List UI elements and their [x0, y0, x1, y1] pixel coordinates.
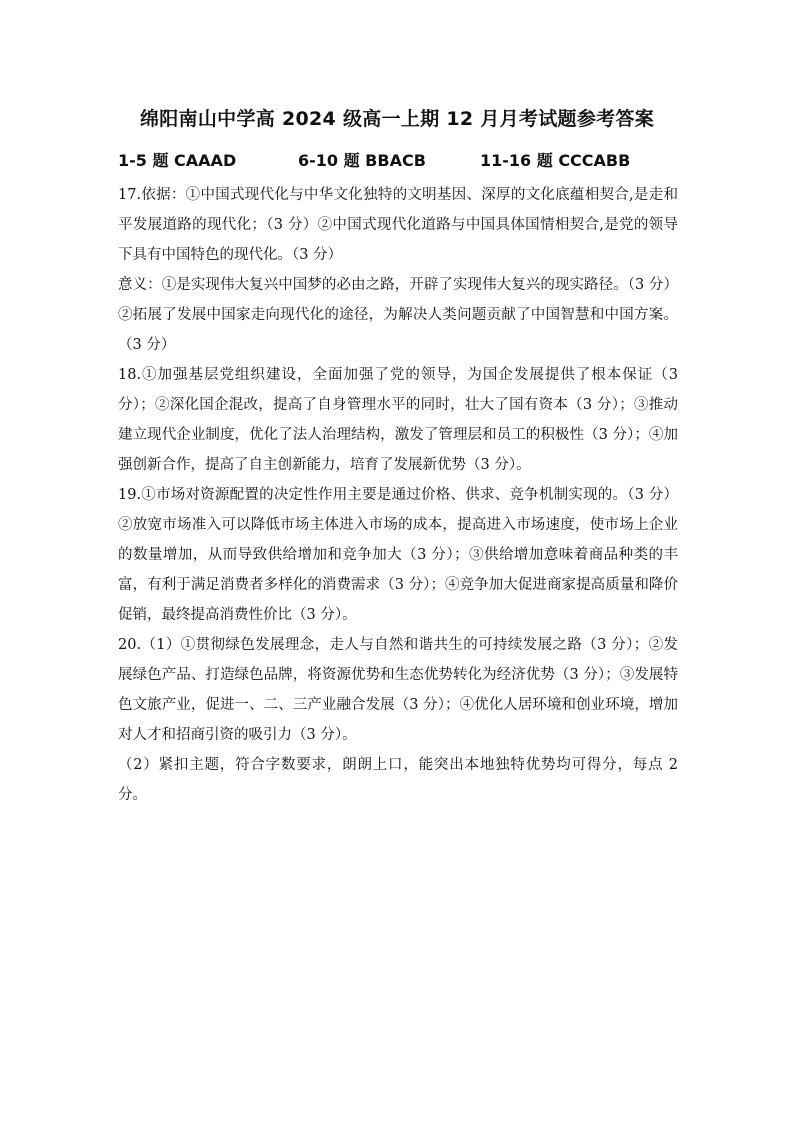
- answer-17-basis: 17.依据：①中国式现代化与中华文化独特的文明基因、深厚的文化底蕴相契合,是走和平发展道路的现代化；（3 分）②中国式现代化道路与中国具体国情相契合,是党的领导下具有中国特色的现代化。（3 分）: [118, 187, 678, 263]
- answer-body: [118, 180, 678, 810]
- mc-answer-group-1-5: 1-5 题 CAAAD: [118, 151, 237, 170]
- mc-answer-group-11-16: 11-16 题 CCCABB: [480, 151, 631, 170]
- answer-20-part-1: 20.（1）①贯彻绿色发展理念，走人与自然和谐共生的可持续发展之路（3 分）；②发展绿色产品、打造绿色品牌，将资源优势和生态优势转化为经济优势（3 分）；③发展特色文旅产业，促进一、二、三产业融合发展（3 分）；④优化人居环境和创业环境，增加对人才和招商引资的吸引力（3 分）。: [118, 637, 678, 743]
- multiple-choice-answers: [118, 148, 698, 172]
- mc-answer-group-6-10: 6-10 题 BBACB: [298, 151, 426, 170]
- answer-19: 19.①市场对资源配置的决定性作用主要是通过价格、供求、竞争机制实现的。（3 分）②放宽市场准入可以降低市场主体进入市场的成本，提高进入市场速度，使市场上企业的数量增加，从而导致供给增加和竞争加大（3 分）；③供给增加意味着商品种类的丰富，有利于满足消费者多样化的消费需求（3 分）；④竞争加大促进商家提高质量和降价促销，最终提高消费性价比（3 分）。: [118, 487, 678, 623]
- page-title: 绵阳南山中学高 2024 级高一上期 12 月月考试题参考答案: [139, 108, 655, 130]
- answer-20-part-2: （2）紧扣主题，符合字数要求，朗朗上口，能突出本地独特优势均可得分，每点 2 分。: [118, 757, 678, 803]
- answer-18: 18.①加强基层党组织建设，全面加强了党的领导，为国企发展提供了根本保证（3 分）；②深化国企混改，提高了自身管理水平的同时，壮大了国有资本（3 分）；③推动建立现代企业制度，优化了法人治理结构，激发了管理层和员工的积极性（3 分）；④加强创新合作，提高了自主创新能力，培育了发展新优势（3 分）。: [118, 367, 678, 473]
- answer-17-significance: 意义：①是实现伟大复兴中国梦的必由之路，开辟了实现伟大复兴的现实路径。（3 分）②拓展了发展中国家走向现代化的途径，为解决人类问题贡献了中国智慧和中国方案。（3 分）: [118, 277, 678, 353]
